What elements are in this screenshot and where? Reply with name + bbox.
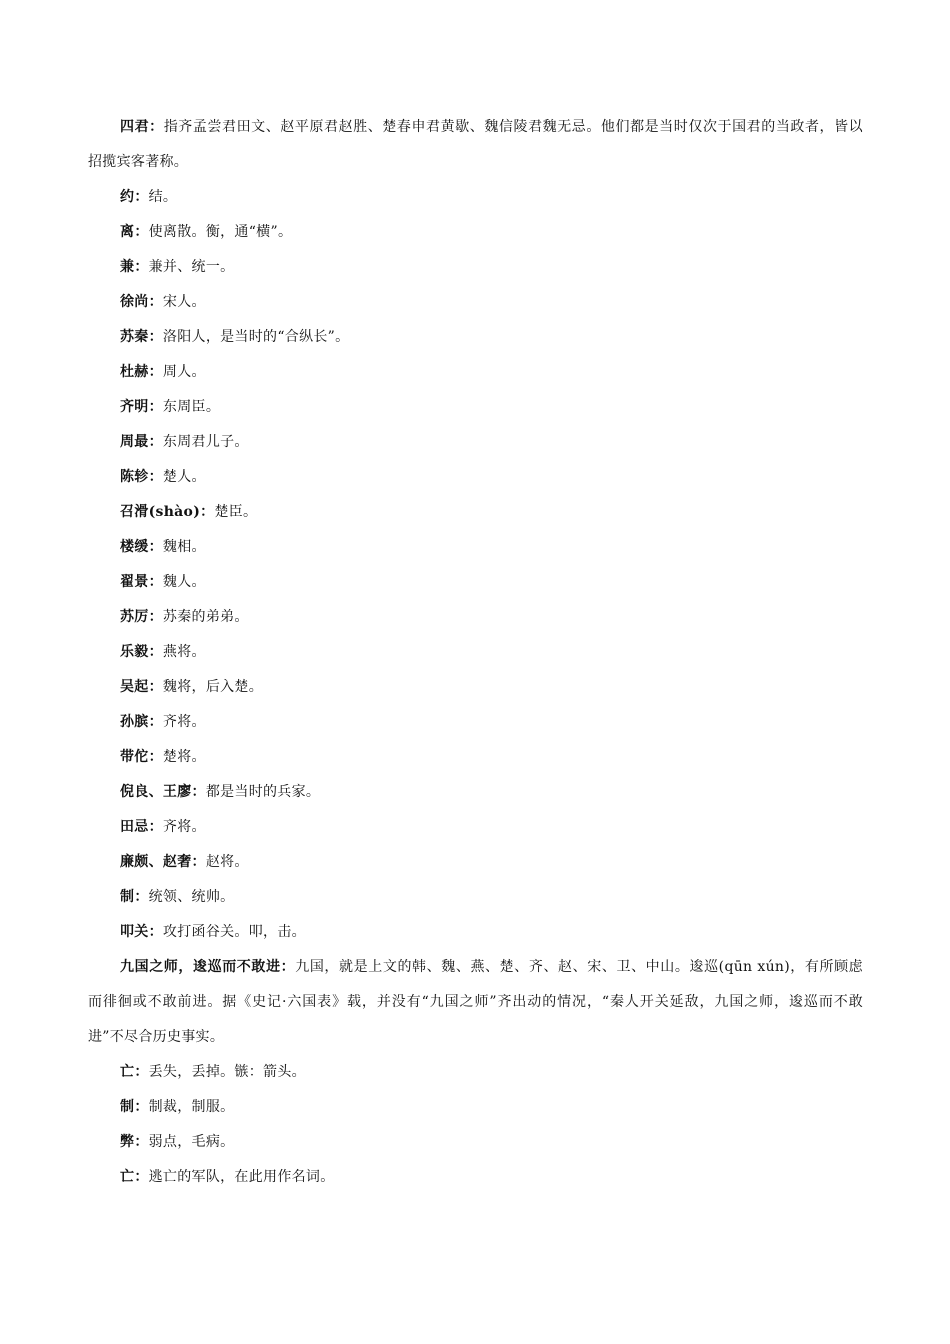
annotation-separator: ： xyxy=(134,1064,149,1080)
annotation-item xyxy=(88,320,863,355)
annotation-separator: ： xyxy=(134,1169,149,1185)
annotation-term: 制 xyxy=(120,1099,135,1115)
annotation-item xyxy=(88,740,863,775)
annotation-separator: ： xyxy=(149,119,164,135)
annotation-separator: ： xyxy=(148,644,163,660)
annotation-term: 带佗 xyxy=(120,749,149,765)
annotation-term: 楼缓 xyxy=(120,539,149,555)
annotation-definition: 魏人。 xyxy=(162,574,206,590)
annotation-separator: ： xyxy=(148,329,163,345)
annotation-separator: ： xyxy=(191,784,206,800)
annotation-term: 离 xyxy=(120,224,135,240)
annotation-term: 乐毅 xyxy=(120,644,149,660)
annotation-item xyxy=(88,355,863,390)
annotation-item xyxy=(88,425,863,460)
annotation-separator: ： xyxy=(134,189,149,205)
annotation-item xyxy=(88,1160,863,1195)
annotation-definition: 统领、统帅。 xyxy=(148,889,235,905)
annotation-definition: 攻打函谷关。叩，击。 xyxy=(162,924,306,940)
annotation-item xyxy=(88,1125,863,1160)
annotation-separator: ： xyxy=(134,889,149,905)
annotation-definition: 洛阳人，是当时的“合纵长”。 xyxy=(162,329,350,345)
annotation-definition: 使离散。衡，通“横”。 xyxy=(148,224,293,240)
annotation-definition: 楚将。 xyxy=(162,749,206,765)
annotation-term: 徐尚 xyxy=(120,294,149,310)
annotation-separator: ： xyxy=(134,1099,149,1115)
annotation-term: 杜赫 xyxy=(120,364,149,380)
annotation-item xyxy=(88,880,863,915)
annotation-separator: ： xyxy=(148,539,163,555)
annotation-term: 陈轸 xyxy=(120,469,149,485)
annotation-term: 吴起 xyxy=(120,679,149,695)
annotation-term: 孙膑 xyxy=(120,714,149,730)
annotation-separator: ： xyxy=(148,714,163,730)
annotation-separator: ： xyxy=(148,749,163,765)
annotation-definition: 宋人。 xyxy=(162,294,206,310)
annotation-separator: ： xyxy=(280,959,296,975)
annotation-separator: ： xyxy=(148,294,163,310)
annotation-item xyxy=(88,810,863,845)
annotation-item xyxy=(88,1090,863,1125)
annotation-separator: ： xyxy=(148,434,163,450)
annotation-term: 兼 xyxy=(120,259,135,275)
annotation-definition: 丢失，丢掉。镞：箭头。 xyxy=(148,1064,306,1080)
annotation-term: 苏厉 xyxy=(120,609,149,625)
annotation-definition: 赵将。 xyxy=(205,854,249,870)
annotation-separator: ： xyxy=(134,224,149,240)
annotation-item xyxy=(88,250,863,285)
annotation-term: 亡 xyxy=(120,1169,135,1185)
annotation-item xyxy=(88,635,863,670)
annotation-separator: ： xyxy=(148,679,163,695)
annotation-term: 翟景 xyxy=(120,574,149,590)
annotation-separator: ： xyxy=(148,574,163,590)
annotation-term: 苏秦 xyxy=(120,329,149,345)
annotation-definition: 楚臣。 xyxy=(214,504,258,520)
annotation-item xyxy=(88,530,863,565)
annotation-definition: 指齐孟尝君田文、赵平原君赵胜、楚春申君黄歇、魏信陵君魏无忌。他们都是当时仅次于国君的当政者，皆以招揽宾客著称。 xyxy=(88,119,863,170)
annotation-item xyxy=(88,180,863,215)
annotation-separator: ： xyxy=(148,924,163,940)
annotation-item xyxy=(88,915,863,950)
annotation-item xyxy=(88,110,863,180)
annotation-definition: 苏秦的弟弟。 xyxy=(162,609,249,625)
annotation-item xyxy=(88,670,863,705)
annotation-separator: ： xyxy=(148,819,163,835)
annotation-item xyxy=(88,600,863,635)
annotation-separator: ： xyxy=(134,1134,149,1150)
annotation-definition: 魏相。 xyxy=(162,539,206,555)
annotation-term: 弊 xyxy=(120,1134,135,1150)
annotation-definition: 齐将。 xyxy=(162,714,206,730)
annotation-item xyxy=(88,460,863,495)
annotation-item xyxy=(88,950,863,1055)
annotation-definition: 都是当时的兵家。 xyxy=(205,784,321,800)
annotation-definition: 周人。 xyxy=(162,364,206,380)
annotation-item xyxy=(88,705,863,740)
annotation-item xyxy=(88,285,863,320)
annotation-separator: ： xyxy=(148,469,163,485)
annotation-item xyxy=(88,565,863,600)
annotation-separator: ： xyxy=(148,399,163,415)
annotation-separator: ： xyxy=(148,364,163,380)
annotation-definition: 魏将，后入楚。 xyxy=(162,679,264,695)
annotation-term: 制 xyxy=(120,889,135,905)
annotation-definition: 结。 xyxy=(148,189,178,205)
annotation-item xyxy=(88,1055,863,1090)
annotation-item xyxy=(88,775,863,810)
annotation-item xyxy=(88,215,863,250)
annotation-definition: 兼并、统一。 xyxy=(148,259,235,275)
annotation-definition: 弱点，毛病。 xyxy=(148,1134,235,1150)
annotation-term: 齐明 xyxy=(120,399,149,415)
annotation-term: 周最 xyxy=(120,434,149,450)
annotation-term: 叩关 xyxy=(120,924,149,940)
annotation-definition: 楚人。 xyxy=(162,469,206,485)
annotation-list xyxy=(88,110,863,1195)
annotation-term: 田忌 xyxy=(120,819,149,835)
annotation-definition: 东周臣。 xyxy=(162,399,221,415)
annotation-separator: ： xyxy=(200,504,215,520)
annotation-definition: 齐将。 xyxy=(162,819,206,835)
annotation-definition: 逃亡的军队，在此用作名词。 xyxy=(148,1169,335,1185)
annotation-term: 九国之师，逡巡而不敢进 xyxy=(120,959,281,975)
annotation-term: 亡 xyxy=(120,1064,135,1080)
annotation-definition: 东周君儿子。 xyxy=(162,434,249,450)
annotation-term: 四君 xyxy=(120,119,150,135)
annotation-item xyxy=(88,390,863,425)
annotation-term: 倪良、王廖 xyxy=(120,784,192,800)
annotation-separator: ： xyxy=(148,609,163,625)
annotation-item xyxy=(88,495,863,530)
annotation-term: 约 xyxy=(120,189,135,205)
annotation-definition: 制裁，制服。 xyxy=(148,1099,235,1115)
annotation-item xyxy=(88,845,863,880)
annotation-definition: 九国，就是上文的韩、魏、燕、楚、齐、赵、宋、卫、中山。逡巡(qūn xún)，有所顾虑而徘徊或不敢前进。据《史记·六国表》载，并没有“九国之师”齐出动的情况，“秦人开关延敌，九国之师，逡巡而不敢进”不尽合历史事实。 xyxy=(88,959,863,1045)
annotation-term: 廉颇、赵奢 xyxy=(120,854,192,870)
annotation-separator: ： xyxy=(134,259,149,275)
annotation-term: 召滑(shào) xyxy=(120,504,201,520)
annotation-definition: 燕将。 xyxy=(162,644,206,660)
annotation-separator: ： xyxy=(191,854,206,870)
